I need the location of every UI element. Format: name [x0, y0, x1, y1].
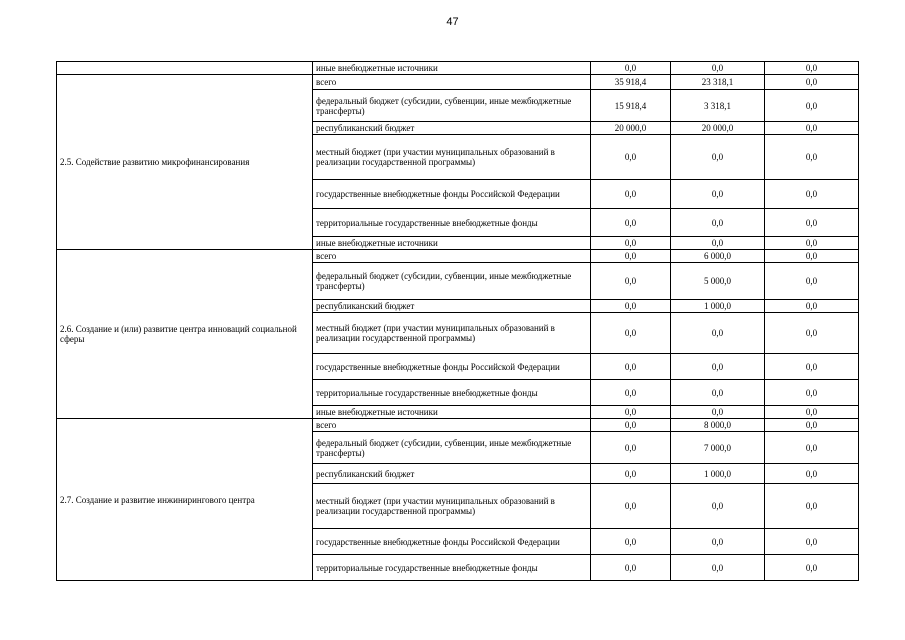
value-cell-3: 0,0 — [765, 263, 859, 300]
value-cell-3: 0,0 — [765, 464, 859, 484]
value-cell-3: 0,0 — [765, 180, 859, 209]
value-cell-2: 0,0 — [671, 135, 765, 180]
value-cell-3: 0,0 — [765, 209, 859, 237]
table-row — [57, 250, 859, 263]
value-cell-1: 0,0 — [591, 62, 671, 75]
value-cell-1: 0,0 — [591, 180, 671, 209]
value-cell-2: 0,0 — [671, 313, 765, 354]
value-cell-3: 0,0 — [765, 555, 859, 581]
value-cell-3: 0,0 — [765, 237, 859, 250]
source-cell: всего — [313, 250, 591, 263]
value-cell-3: 0,0 — [765, 90, 859, 122]
value-cell-2: 0,0 — [671, 484, 765, 529]
source-cell: территориальные государственные внебюджетные фонды — [313, 209, 591, 237]
source-cell: республиканский бюджет — [313, 464, 591, 484]
page-number: 47 — [446, 16, 459, 28]
value-cell-1: 0,0 — [591, 380, 671, 406]
source-cell: иные внебюджетные источники — [313, 62, 591, 75]
value-cell-2: 0,0 — [671, 555, 765, 581]
value-cell-3: 0,0 — [765, 62, 859, 75]
value-cell-3: 0,0 — [765, 529, 859, 555]
value-cell-1: 0,0 — [591, 300, 671, 313]
measure-title: 2.6. Создание и (или) развитие центра инноваций социальной сферы — [57, 250, 313, 419]
value-cell-2: 0,0 — [671, 529, 765, 555]
value-cell-1: 0,0 — [591, 419, 671, 432]
value-cell-1: 20 000,0 — [591, 122, 671, 135]
value-cell-1: 0,0 — [591, 250, 671, 263]
table-row — [57, 62, 859, 75]
value-cell-1: 0,0 — [591, 406, 671, 419]
value-cell-3: 0,0 — [765, 432, 859, 464]
value-cell-1: 0,0 — [591, 464, 671, 484]
value-cell-1: 0,0 — [591, 354, 671, 380]
value-cell-1: 35 918,4 — [591, 75, 671, 90]
value-cell-3: 0,0 — [765, 354, 859, 380]
source-cell: местный бюджет (при участии муниципальных образований в реализации государственной программы) — [313, 135, 591, 180]
value-cell-3: 0,0 — [765, 250, 859, 263]
value-cell-2: 0,0 — [671, 62, 765, 75]
value-cell-3: 0,0 — [765, 419, 859, 432]
source-cell: всего — [313, 419, 591, 432]
value-cell-2: 0,0 — [671, 406, 765, 419]
value-cell-2: 20 000,0 — [671, 122, 765, 135]
table-row — [57, 419, 859, 432]
source-cell: территориальные государственные внебюджетные фонды — [313, 555, 591, 581]
value-cell-2: 1 000,0 — [671, 464, 765, 484]
source-cell: иные внебюджетные источники — [313, 237, 591, 250]
source-cell: федеральный бюджет (субсидии, субвенции, иные межбюджетные трансферты) — [313, 432, 591, 464]
value-cell-3: 0,0 — [765, 300, 859, 313]
value-cell-1: 0,0 — [591, 529, 671, 555]
source-cell: местный бюджет (при участии муниципальных образований в реализации государственной программы) — [313, 313, 591, 354]
value-cell-2: 0,0 — [671, 237, 765, 250]
source-cell: республиканский бюджет — [313, 300, 591, 313]
value-cell-2: 23 318,1 — [671, 75, 765, 90]
value-cell-2: 8 000,0 — [671, 419, 765, 432]
value-cell-3: 0,0 — [765, 135, 859, 180]
source-cell: федеральный бюджет (субсидии, субвенции, иные межбюджетные трансферты) — [313, 90, 591, 122]
measure-title: 2.5. Содействие развитию микрофинансирования — [57, 75, 313, 250]
value-cell-3: 0,0 — [765, 380, 859, 406]
source-cell: республиканский бюджет — [313, 122, 591, 135]
value-cell-1: 0,0 — [591, 555, 671, 581]
value-cell-2: 0,0 — [671, 180, 765, 209]
value-cell-1: 0,0 — [591, 237, 671, 250]
value-cell-1: 0,0 — [591, 135, 671, 180]
value-cell-3: 0,0 — [765, 406, 859, 419]
value-cell-3: 0,0 — [765, 122, 859, 135]
value-cell-2: 3 318,1 — [671, 90, 765, 122]
measure-cell-empty — [57, 62, 313, 75]
source-cell: местный бюджет (при участии муниципальных образований в реализации государственной программы) — [313, 484, 591, 529]
value-cell-2: 6 000,0 — [671, 250, 765, 263]
budget-table — [56, 61, 859, 581]
value-cell-1: 0,0 — [591, 263, 671, 300]
value-cell-3: 0,0 — [765, 75, 859, 90]
value-cell-3: 0,0 — [765, 484, 859, 529]
source-cell: федеральный бюджет (субсидии, субвенции, иные межбюджетные трансферты) — [313, 263, 591, 300]
value-cell-1: 0,0 — [591, 313, 671, 354]
value-cell-1: 0,0 — [591, 209, 671, 237]
value-cell-2: 0,0 — [671, 380, 765, 406]
value-cell-2: 0,0 — [671, 354, 765, 380]
value-cell-1: 0,0 — [591, 484, 671, 529]
value-cell-1: 0,0 — [591, 432, 671, 464]
value-cell-1: 15 918,4 — [591, 90, 671, 122]
table-row — [57, 75, 859, 90]
measure-title: 2.7. Создание и развитие инжинирингового центра — [57, 419, 313, 581]
source-cell: государственные внебюджетные фонды Российской Федерации — [313, 180, 591, 209]
value-cell-3: 0,0 — [765, 313, 859, 354]
source-cell: всего — [313, 75, 591, 90]
source-cell: государственные внебюджетные фонды Российской Федерации — [313, 354, 591, 380]
value-cell-2: 0,0 — [671, 209, 765, 237]
value-cell-2: 1 000,0 — [671, 300, 765, 313]
value-cell-2: 5 000,0 — [671, 263, 765, 300]
source-cell: государственные внебюджетные фонды Российской Федерации — [313, 529, 591, 555]
value-cell-2: 7 000,0 — [671, 432, 765, 464]
source-cell: иные внебюджетные источники — [313, 406, 591, 419]
source-cell: территориальные государственные внебюджетные фонды — [313, 380, 591, 406]
budget-table-body — [57, 62, 859, 581]
